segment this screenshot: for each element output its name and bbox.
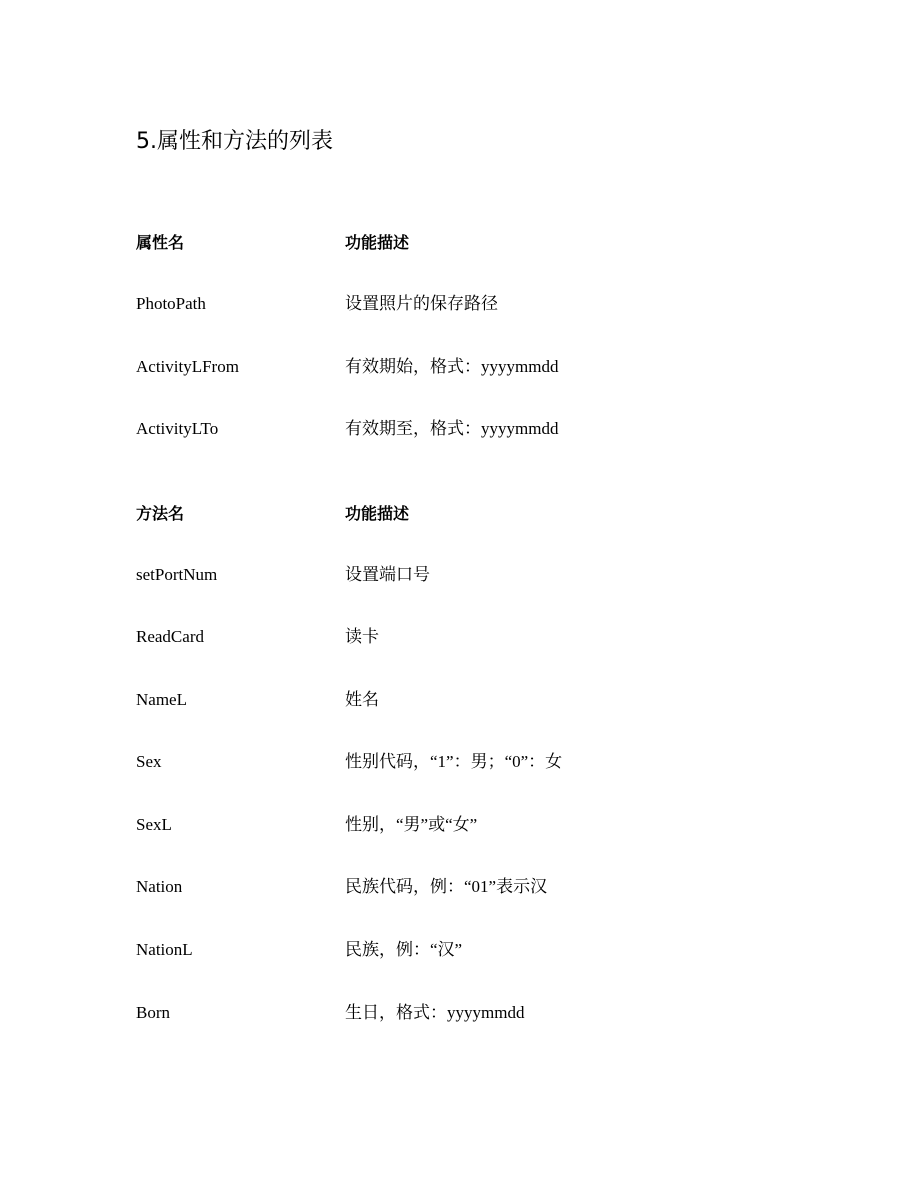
table-row	[136, 290, 836, 318]
methods-header-desc: 功能描述	[345, 504, 410, 523]
methods-header-row	[136, 500, 836, 528]
property-desc: 设置照片的保存路径	[345, 294, 498, 313]
page-title: 5.属性和方法的列表	[136, 129, 333, 154]
method-desc: 民族代码，例：“01”表示汉	[345, 877, 548, 896]
property-desc: 有效期始，格式：yyyymmdd	[345, 357, 559, 376]
method-desc: 民族，例：“汉”	[345, 940, 463, 959]
method-name: NationL	[136, 940, 193, 959]
property-name: PhotoPath	[136, 294, 206, 313]
table-row	[136, 686, 836, 714]
properties-header-name: 属性名	[136, 233, 185, 252]
table-row	[136, 561, 836, 589]
method-desc: 读卡	[345, 627, 379, 646]
property-desc: 有效期至，格式：yyyymmdd	[345, 419, 559, 438]
property-name: ActivityLFrom	[136, 357, 239, 376]
method-desc: 设置端口号	[345, 565, 430, 584]
table-row	[136, 936, 836, 964]
table-row	[136, 873, 836, 901]
properties-header-row	[136, 229, 836, 257]
method-name: Sex	[136, 752, 162, 771]
property-name: ActivityLTo	[136, 419, 219, 438]
methods-header-name: 方法名	[136, 504, 185, 523]
table-row	[136, 353, 836, 381]
method-name: setPortNum	[136, 565, 218, 584]
table-row	[136, 999, 836, 1027]
method-name: SexL	[136, 815, 172, 834]
table-row	[136, 748, 836, 776]
properties-header-desc: 功能描述	[345, 233, 410, 252]
table-row	[136, 623, 836, 651]
method-desc: 生日，格式：yyyymmdd	[345, 1003, 525, 1022]
table-row	[136, 811, 836, 839]
method-name: Born	[136, 1003, 170, 1022]
method-name: Nation	[136, 877, 183, 896]
method-desc: 性别，“男”或“女”	[345, 815, 478, 834]
method-desc: 姓名	[345, 690, 379, 709]
method-desc: 性别代码，“1”：男；“0”：女	[345, 752, 563, 771]
method-name: NameL	[136, 690, 187, 709]
method-name: ReadCard	[136, 627, 204, 646]
table-row	[136, 415, 836, 443]
